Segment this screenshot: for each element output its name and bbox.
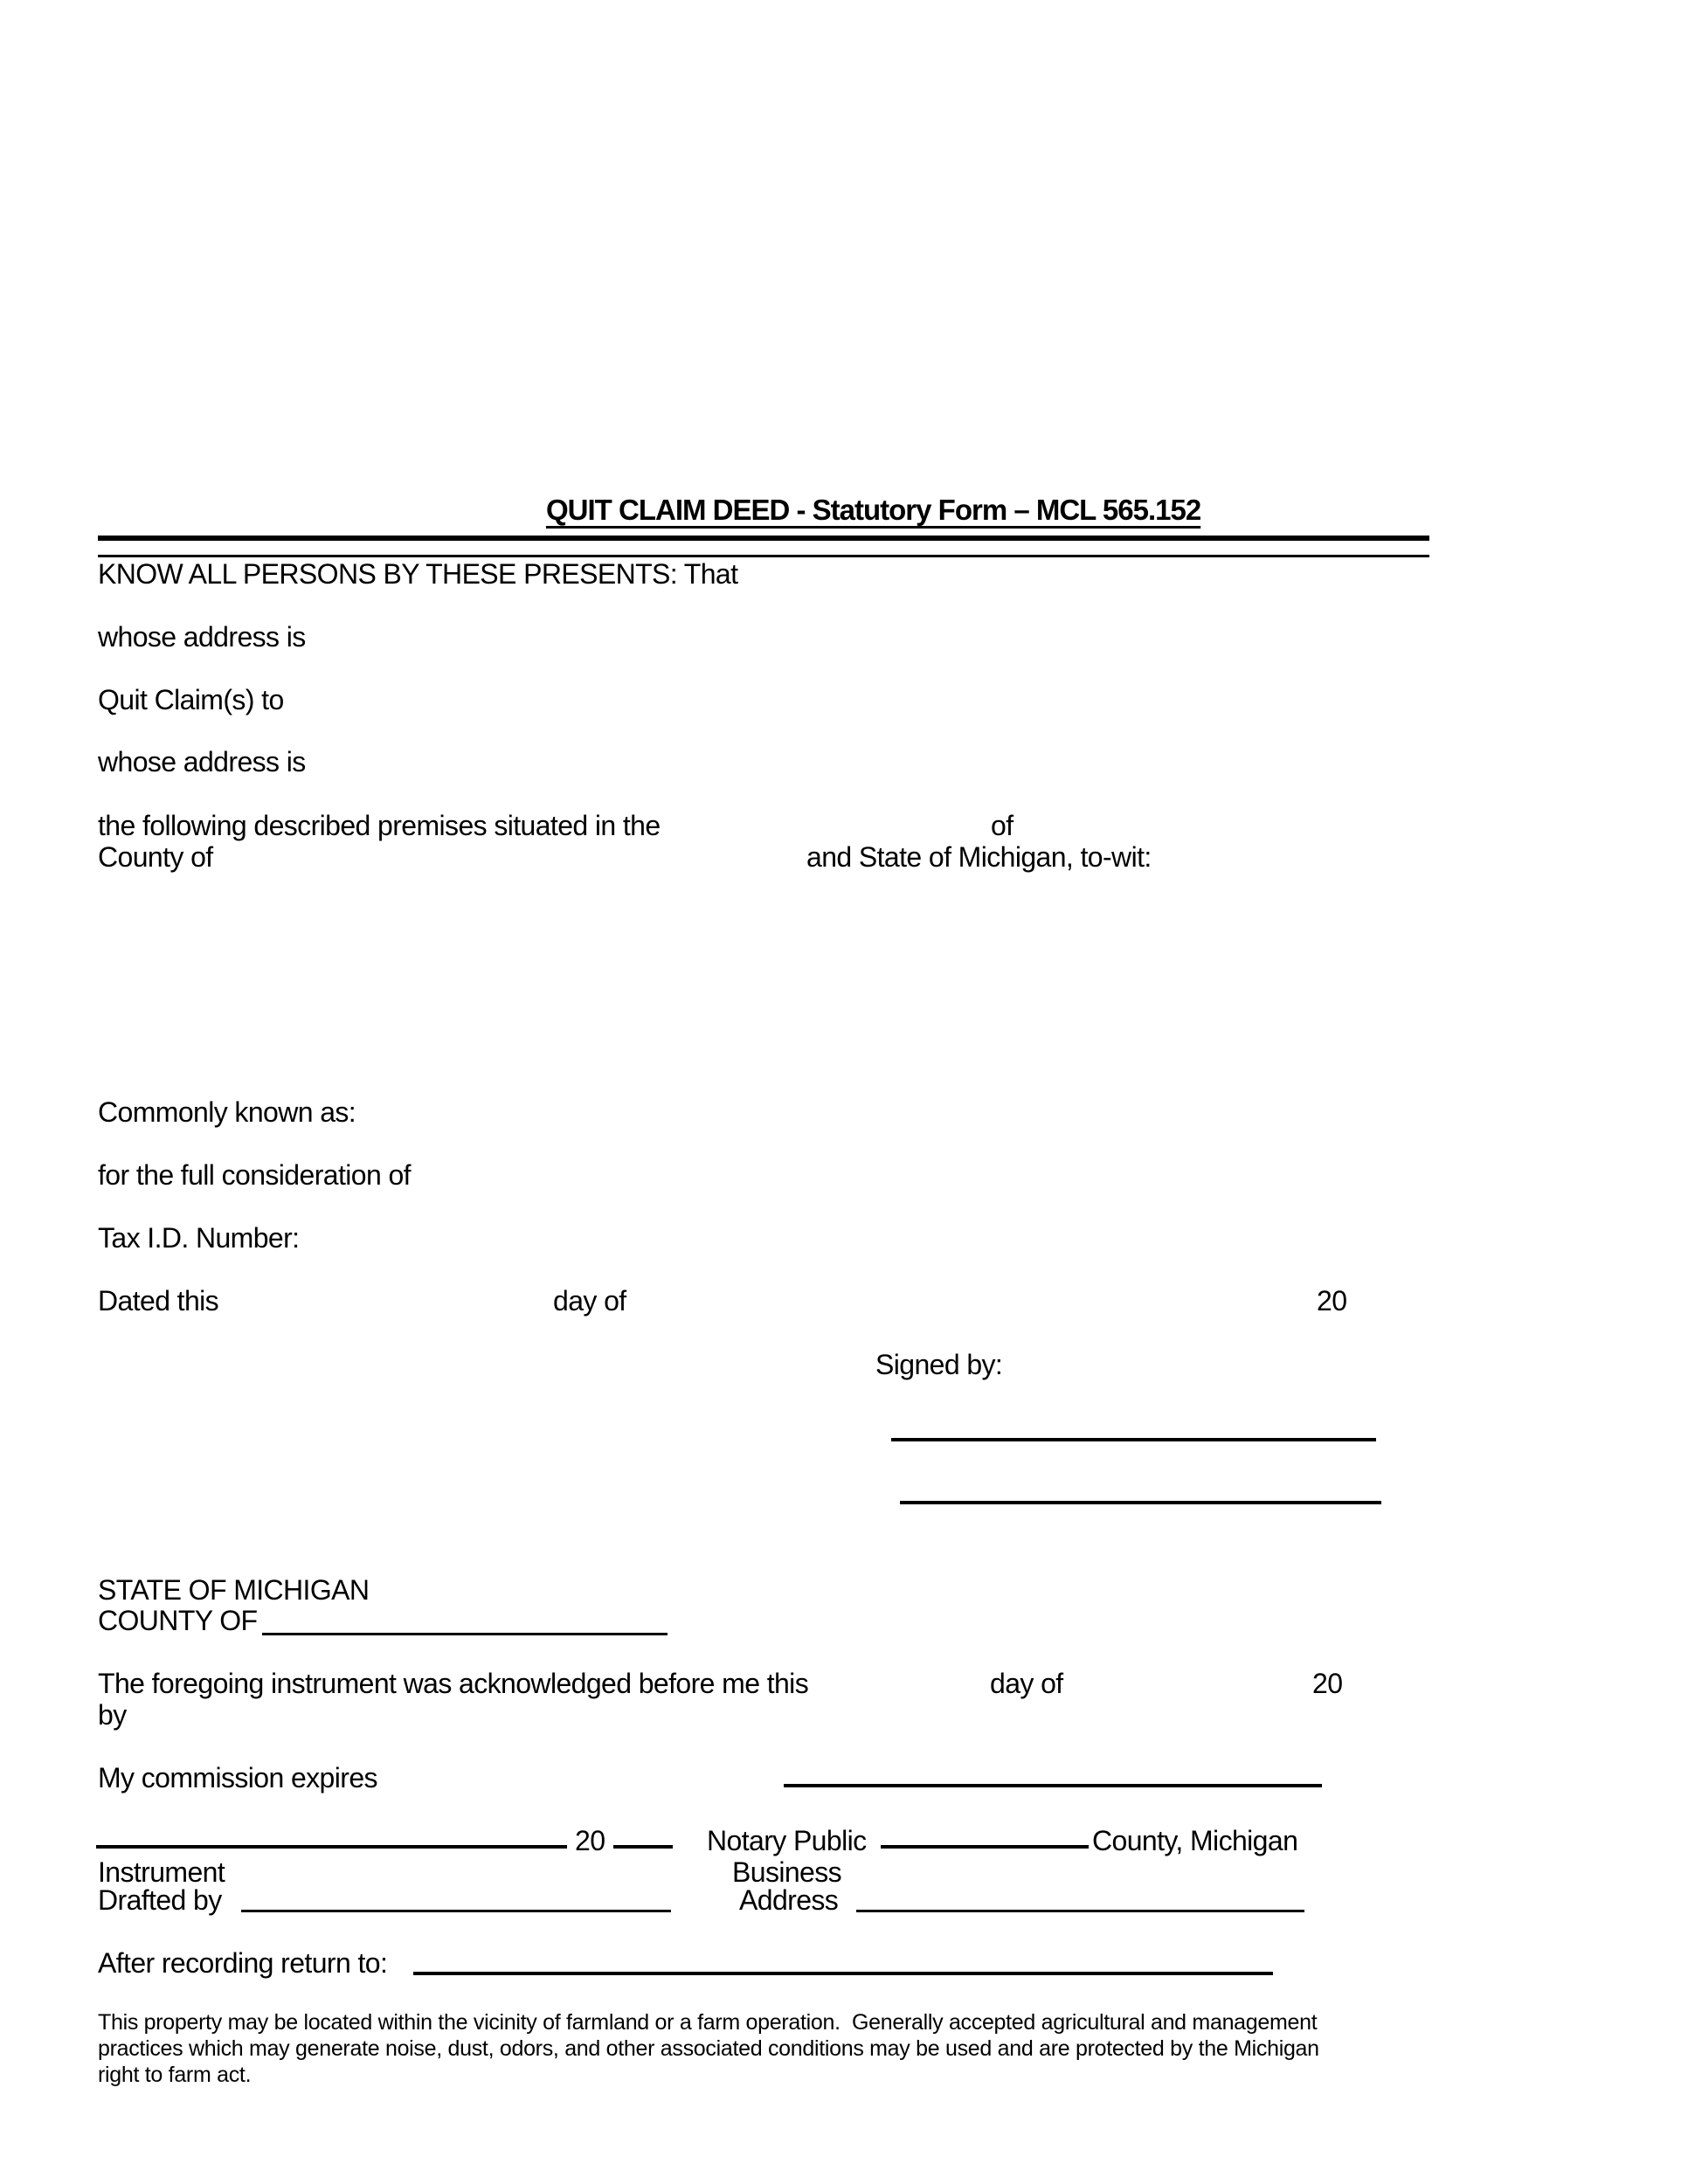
notary-date-field-line[interactable] (96, 1845, 567, 1849)
commission-expiry-field-line[interactable] (784, 1784, 1322, 1787)
premises-line: the following described premises situated in the (98, 810, 661, 841)
notary-year-prefix: 20 (575, 1825, 605, 1856)
signed-by-label: Signed by: (875, 1349, 1003, 1380)
ack-year-prefix: 20 (1312, 1668, 1343, 1699)
document-title: QUIT CLAIM DEED - Statutory Form – MCL 565.152 (546, 494, 1201, 526)
commission-expires-label: My commission expires (98, 1762, 377, 1794)
premises-of-label: of (991, 810, 1013, 841)
return-address-field-line[interactable] (413, 1972, 1273, 1975)
commonly-known-label: Commonly known as: (98, 1096, 356, 1128)
ack-day-of-label: day of (990, 1668, 1063, 1699)
know-all-persons-line: KNOW ALL PERSONS BY THESE PRESENTS: That (98, 558, 738, 590)
business-label: Business (732, 1856, 842, 1888)
grantor-address-label: whose address is (98, 621, 306, 653)
by-label: by (98, 1699, 127, 1731)
farmland-notice-line-2: practices which may generate noise, dust, odors, and other associated conditions may be used and are protected by the Michigan (98, 2036, 1319, 2061)
quit-claims-to-label: Quit Claim(s) to (98, 684, 284, 715)
grantee-address-label: whose address is (98, 746, 306, 778)
state-of-michigan-heading: STATE OF MICHIGAN (98, 1574, 370, 1606)
notary-county-field-line[interactable] (881, 1845, 1089, 1849)
state-of-michigan-line: and State of Michigan, to-wit: (806, 841, 1152, 873)
header-rule-thin (98, 555, 1429, 557)
county-name-field-line[interactable] (262, 1633, 668, 1635)
address-label: Address (739, 1884, 839, 1916)
signature-line-1[interactable] (891, 1438, 1376, 1441)
consideration-label: for the full consideration of (98, 1159, 411, 1191)
dated-year-prefix: 20 (1317, 1285, 1347, 1317)
county-michigan-label: County, Michigan (1092, 1825, 1298, 1856)
farmland-notice-line-3: right to farm act. (98, 2063, 252, 2087)
drafted-by-label: Drafted by (98, 1884, 222, 1916)
instrument-label: Instrument (98, 1856, 225, 1888)
acknowledged-line: The foregoing instrument was acknowledged before me this (98, 1668, 809, 1699)
notary-public-label: Notary Public (707, 1825, 867, 1856)
county-of-heading: COUNTY OF (98, 1605, 258, 1636)
header-rule-thick (98, 536, 1429, 541)
dated-day-of-label: day of (553, 1285, 626, 1317)
tax-id-label: Tax I.D. Number: (98, 1222, 300, 1254)
business-address-field-line[interactable] (856, 1910, 1304, 1912)
drafted-by-name-field-line[interactable] (241, 1910, 671, 1912)
dated-this-label: Dated this (98, 1285, 219, 1317)
signature-line-2[interactable] (900, 1501, 1381, 1504)
farmland-notice-line-1: This property may be located within the vicinity of farmland or a farm operation. Generally accepted agricultural and management (98, 2010, 1318, 2035)
notary-year-field-line[interactable] (613, 1845, 673, 1849)
after-recording-label: After recording return to: (98, 1947, 388, 1979)
county-of-label: County of (98, 841, 213, 873)
